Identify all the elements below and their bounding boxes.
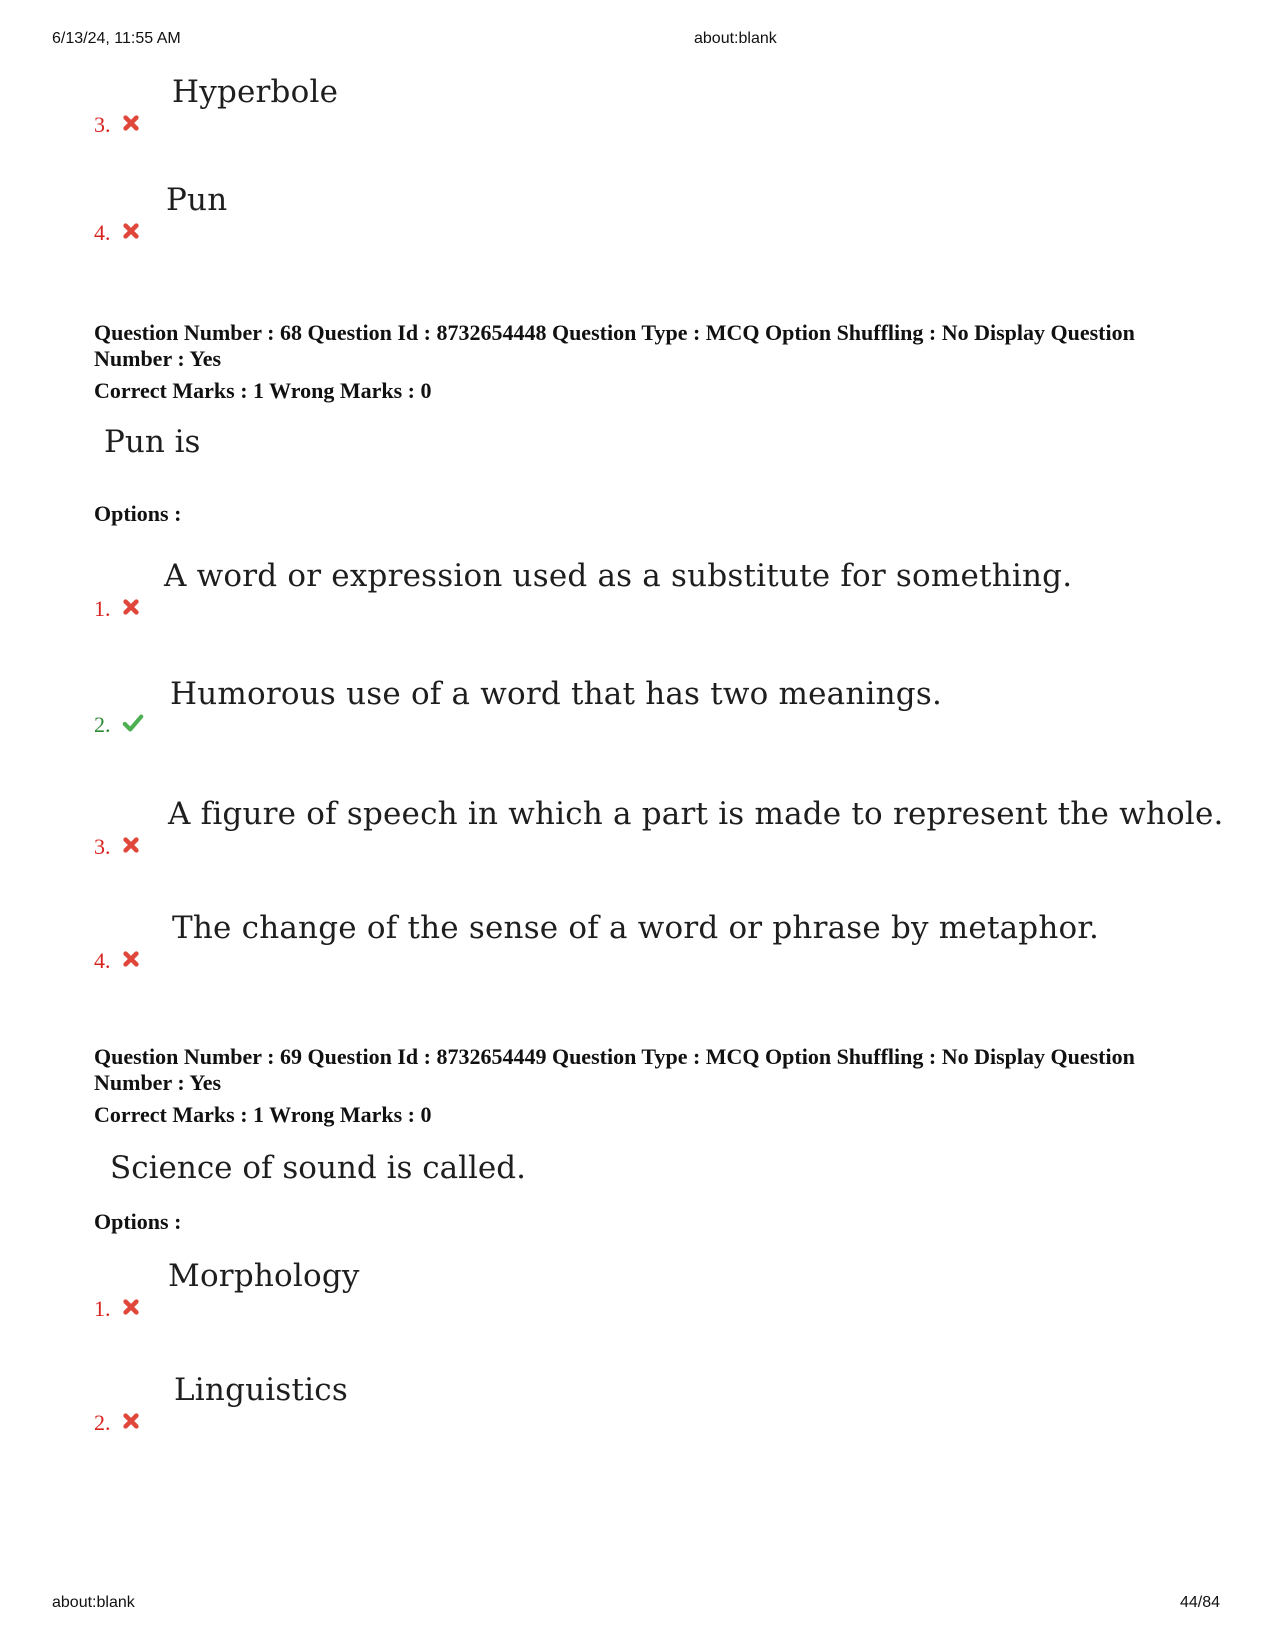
print-url: about:blank (694, 30, 777, 47)
option-number: 3. (94, 112, 111, 137)
option-row (94, 72, 1194, 152)
cross-icon (122, 222, 140, 240)
cross-icon (122, 1298, 140, 1316)
question-marks: Correct Marks : 1 Wrong Marks : 0 (94, 1102, 432, 1127)
cross-icon (122, 114, 140, 132)
print-timestamp: 6/13/24, 11:55 AM (52, 30, 181, 47)
option-number: 2. (94, 1410, 111, 1435)
option-row (94, 1370, 1194, 1450)
option-number: 2. (94, 712, 111, 737)
question-meta: Question Number : 68 Question Id : 8732654448 Question Type : MCQ Option Shuffling : No Display Question Number : Yes (94, 320, 1135, 371)
option-row (94, 910, 1194, 990)
option-text: The change of the sense of a word or phrase by metaphor. (172, 910, 1100, 946)
options-label: Options : (94, 501, 182, 526)
cross-icon (122, 598, 140, 616)
question-meta: Question Number : 69 Question Id : 8732654449 Question Type : MCQ Option Shuffling : No Display Question Number : Yes (94, 1044, 1135, 1095)
option-row (94, 180, 1194, 260)
option-number: 4. (94, 220, 111, 245)
option-row (94, 1256, 1194, 1336)
question-marks: Correct Marks : 1 Wrong Marks : 0 (94, 378, 432, 403)
options-label: Options : (94, 1209, 182, 1234)
cross-icon (122, 1412, 140, 1430)
option-row (94, 796, 1224, 876)
option-text: Linguistics (174, 1372, 348, 1408)
page-number: 44/84 (1180, 1594, 1221, 1611)
footer-url: about:blank (52, 1594, 135, 1611)
check-icon (122, 712, 144, 734)
question-text: Science of sound is called. (110, 1150, 526, 1186)
option-number: 1. (94, 1296, 111, 1321)
option-number: 3. (94, 834, 111, 859)
option-number: 4. (94, 948, 111, 973)
option-text: Morphology (168, 1258, 360, 1294)
option-text: A figure of speech in which a part is made to represent the whole. (168, 796, 1224, 832)
option-row (94, 556, 1194, 636)
question-text: Pun is (104, 424, 201, 460)
option-text: Pun (166, 182, 228, 218)
cross-icon (122, 950, 140, 968)
option-row (94, 676, 1194, 756)
option-text: Hyperbole (172, 74, 339, 110)
option-number: 1. (94, 596, 111, 621)
option-text: A word or expression used as a substitute for something. (164, 558, 1073, 594)
option-text: Humorous use of a word that has two meanings. (170, 676, 942, 712)
cross-icon (122, 836, 140, 854)
